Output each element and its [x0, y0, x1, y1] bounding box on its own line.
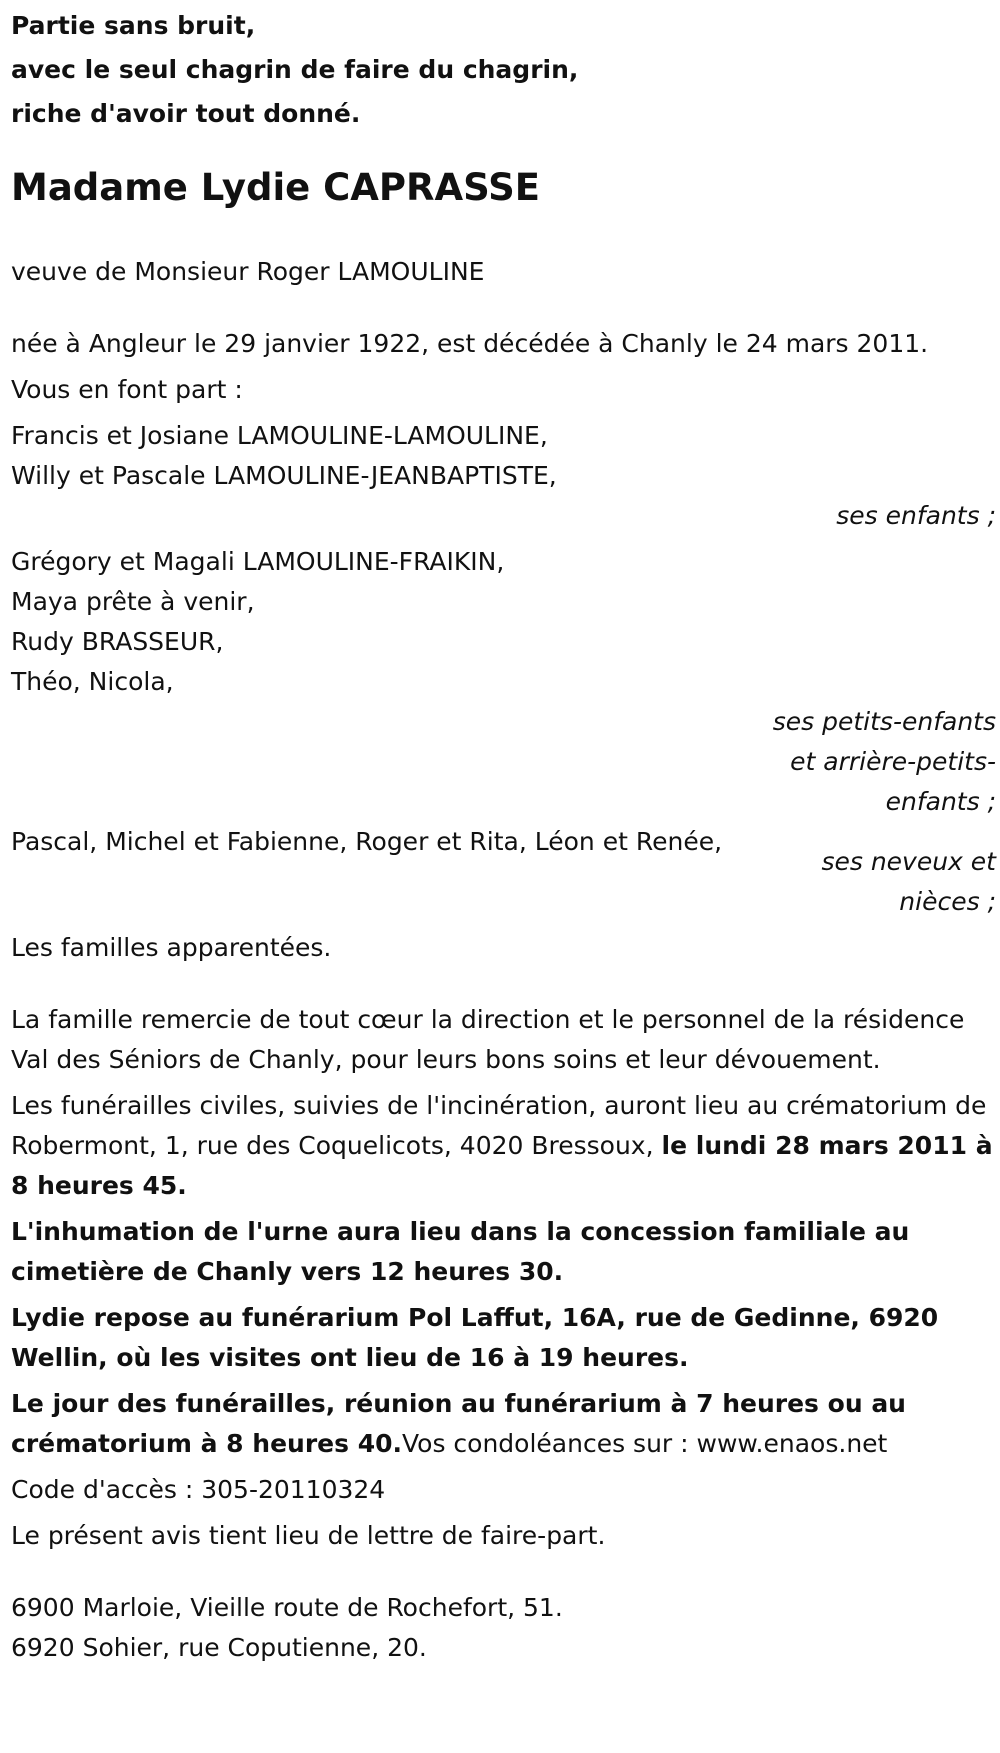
meeting-info: Le jour des funérailles, réunion au funérarium à 7 heures ou au crématorium à 8 heures 40.: [11, 1389, 906, 1458]
funeral-text: Les funérailles civiles, suivies de l'incinération, auront lieu au crématorium de Robermont, 1, rue des Coquelicots, 4020 Bressoux,: [11, 1091, 987, 1160]
related-families: Les familles apparentées.: [11, 933, 332, 962]
child-name: Francis et Josiane LAMOULINE-LAMOULINE,: [11, 421, 548, 450]
thanks-paragraph: La famille remercie de tout cœur la direction et le personnel de la résidence Val des Séniors de Chanly, pour leurs bons soins et leur dévouement.: [11, 1005, 965, 1074]
relation-line: et arrière-petits-: [790, 747, 996, 776]
condolences-info: Vos condoléances sur : www.enaos.net: [401, 1429, 888, 1458]
relation-line: ses petits-enfants: [772, 707, 996, 736]
birth-death: née à Angleur le 29 janvier 1922, est décédée à Chanly le 24 mars 2011.: [11, 329, 929, 358]
epigraph-line: riche d'avoir tout donné.: [11, 99, 361, 128]
relation-line: enfants ;: [885, 787, 996, 816]
grandchild-name: Théo, Nicola,: [11, 667, 174, 696]
obituary-content: [11, 6, 996, 1668]
funeral-paragraph: [11, 1086, 996, 1206]
burial-paragraph: L'inhumation de l'urne aura lieu dans la concession familiale au cimetière de Chanly vers 12 heures 30.: [11, 1217, 910, 1286]
epigraph-line: Partie sans bruit,: [11, 11, 256, 40]
nephews-names: Pascal, Michel et Fabienne, Roger et Rita, Léon et Renée,: [11, 827, 723, 856]
child-name: Willy et Pascale LAMOULINE-JEANBAPTISTE,: [11, 461, 557, 490]
epigraph-line: avec le seul chagrin de faire du chagrin,: [11, 55, 579, 84]
address-line: 6900 Marloie, Vieille route de Rochefort, 51.: [11, 1593, 563, 1622]
relation-line: ses neveux et: [821, 847, 996, 876]
children-relation: ses enfants ;: [836, 501, 996, 530]
grandchild-name: Maya prête à venir,: [11, 587, 255, 616]
relation-line: nièces ;: [899, 887, 996, 916]
funeral-date: le lundi 28 mars 2011 à 8 heures 45.: [11, 1131, 993, 1200]
widow-of: veuve de Monsieur Roger LAMOULINE: [11, 257, 485, 286]
grandchildren-relation: [11, 702, 996, 822]
meeting-paragraph: [11, 1384, 996, 1464]
grandchild-name: Rudy BRASSEUR,: [11, 627, 224, 656]
grandchildren-block: [11, 542, 996, 822]
grandchild-name: Grégory et Magali LAMOULINE-FRAIKIN,: [11, 547, 505, 576]
rest-paragraph: Lydie repose au funérarium Pol Laffut, 16A, rue de Gedinne, 6920 Wellin, où les visites ont lieu de 16 à 19 heures.: [11, 1303, 939, 1372]
deceased-name: Madame Lydie CAPRASSE: [11, 166, 541, 209]
notice: Le présent avis tient lieu de lettre de faire-part.: [11, 1521, 606, 1550]
addresses: [11, 1588, 996, 1668]
announcement-intro: Vous en font part :: [11, 375, 243, 404]
access-code: Code d'accès : 305-20110324: [11, 1475, 386, 1504]
address-line: 6920 Sohier, rue Coputienne, 20.: [11, 1633, 427, 1662]
epigraph: [11, 6, 996, 134]
children-block: [11, 416, 996, 536]
